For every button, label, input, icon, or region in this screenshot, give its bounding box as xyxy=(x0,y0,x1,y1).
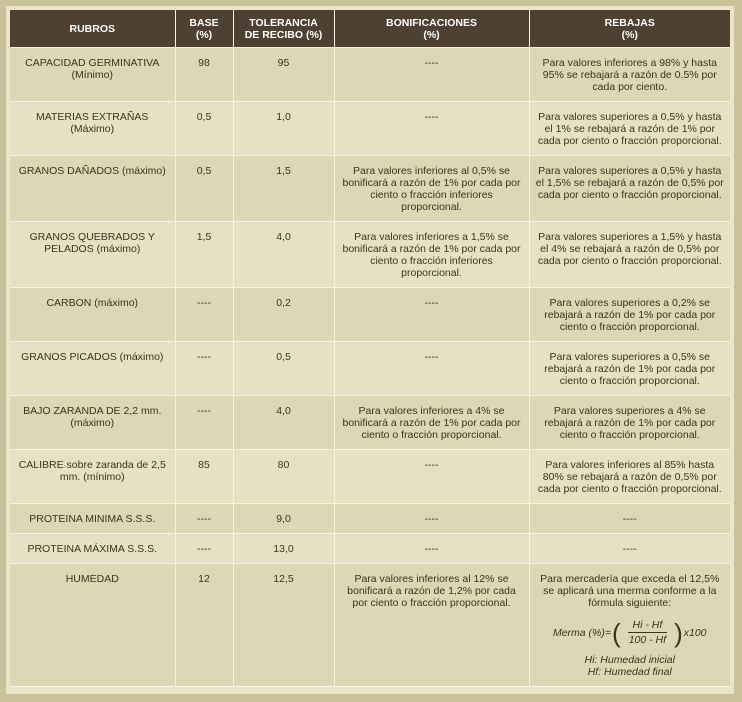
cell-base: 1,5 xyxy=(175,222,233,288)
right-paren-glyph: ) xyxy=(674,617,683,648)
formula-denominator: 100 - Hf xyxy=(628,634,667,646)
formula-multiplier: x100 xyxy=(683,626,707,639)
formula-numerator: Hi - Hf xyxy=(628,619,668,633)
humedad-rebaja-text: Para mercadería que exceda el 12,5% se aplicará una merma conforme a la fórmula siguiente: xyxy=(540,573,720,609)
header-bonificaciones: BONIFICACIONES (%) xyxy=(334,10,529,48)
cell-tolerancia: 13,0 xyxy=(233,534,334,564)
cell-rubro: CALIBRE sobre zaranda de 2,5 mm. (mínimo) xyxy=(10,450,175,504)
legend-hf: Hf: Humedad final xyxy=(587,666,672,678)
cell-rebaja: Para valores inferiores al 85% hasta 80% se rebajará a razón de 0,5% por cada por ciento o fracción proporcional. xyxy=(529,450,730,504)
header-row xyxy=(10,10,730,48)
cell-tolerancia: 9,0 xyxy=(233,504,334,534)
cell-tolerancia: 4,0 xyxy=(233,396,334,450)
cell-base: ---- xyxy=(175,288,233,342)
table-row xyxy=(10,342,730,396)
cell-rubro: PROTEINA MINIMA S.S.S. xyxy=(10,504,175,534)
cell-rubro: GRANOS PICADOS (máximo) xyxy=(10,342,175,396)
quality-standards-table xyxy=(10,10,730,687)
cell-rebaja: ---- xyxy=(529,504,730,534)
formula-legend xyxy=(536,654,725,678)
cell-base: 0,5 xyxy=(175,102,233,156)
cell-base: ---- xyxy=(175,342,233,396)
cell-rubro: BAJO ZARANDA DE 2,2 mm. (máximo) xyxy=(10,396,175,450)
table-row xyxy=(10,102,730,156)
cell-tolerancia: 1,5 xyxy=(233,156,334,222)
table-row-humedad xyxy=(10,564,730,687)
header-tolerancia: TOLERANCIA DE RECIBO (%) xyxy=(233,10,334,48)
cell-rubro: CARBON (máximo) xyxy=(10,288,175,342)
cell-rebaja: Para valores superiores a 0,5% y hasta el 1,5% se rebajará a razón de 0,5% por cada por ciento o fracción proporcional. xyxy=(529,156,730,222)
cell-rebaja: Para valores superiores a 0,5% se rebajará a razón de 1% por cada por ciento o fracción proporcional. xyxy=(529,342,730,396)
table-frame xyxy=(6,6,734,694)
cell-base: 12 xyxy=(175,564,233,687)
cell-base: ---- xyxy=(175,504,233,534)
cell-bonificacion: ---- xyxy=(334,102,529,156)
table-row xyxy=(10,288,730,342)
table-row xyxy=(10,534,730,564)
table-row xyxy=(10,156,730,222)
cell-tolerancia: 0,2 xyxy=(233,288,334,342)
cell-rebaja: ---- xyxy=(529,534,730,564)
cell-base: ---- xyxy=(175,396,233,450)
cell-bonificacion: ---- xyxy=(334,504,529,534)
cell-base: 0,5 xyxy=(175,156,233,222)
cell-bonificacion: ---- xyxy=(334,342,529,396)
cell-bonificacion: Para valores inferiores a 4% se bonificará a razón de 1% por cada por ciento o fracción proporcional. xyxy=(334,396,529,450)
cell-rebaja: Para valores superiores a 0,5% y hasta el 1% se rebajará a razón de 1% por cada por ciento o fracción proporcional. xyxy=(529,102,730,156)
legend-hi: Hi: Humedad inicial xyxy=(584,654,675,666)
cell-rebaja: Para valores inferiores a 98% y hasta 95% se rebajará a razón de 0.5% por cada por ciento. xyxy=(529,48,730,102)
header-rubros: RUBROS xyxy=(10,10,175,48)
cell-tolerancia: 12,5 xyxy=(233,564,334,687)
cell-base: ---- xyxy=(175,534,233,564)
cell-tolerancia: 0,5 xyxy=(233,342,334,396)
cell-bonificacion: Para valores inferiores al 12% se bonificará a razón de 1,2% por cada por ciento o fracción proporcional. xyxy=(334,564,529,687)
formula-fraction xyxy=(624,619,671,646)
cell-tolerancia: 95 xyxy=(233,48,334,102)
table-row xyxy=(10,450,730,504)
cell-bonificacion: Para valores inferiores al 0,5% se bonificará a razón de 1% por cada por ciento o fracción inferiores proporcional. xyxy=(334,156,529,222)
table-row xyxy=(10,504,730,534)
left-paren-glyph: ( xyxy=(612,617,621,648)
cell-rubro: PROTEINA MÁXIMA S.S.S. xyxy=(10,534,175,564)
cell-tolerancia: 4,0 xyxy=(233,222,334,288)
cell-rebaja: Para valores superiores a 1,5% y hasta el 4% se rebajará a razón de 0,5% por cada por ciento o fracción proporcional. xyxy=(529,222,730,288)
table-row xyxy=(10,222,730,288)
cell-rebaja xyxy=(529,564,730,687)
cell-rubro: HUMEDAD xyxy=(10,564,175,687)
cell-bonificacion: ---- xyxy=(334,288,529,342)
merma-formula xyxy=(536,619,725,646)
cell-rubro: MATERIAS EXTRAÑAS (Máximo) xyxy=(10,102,175,156)
cell-bonificacion: ---- xyxy=(334,48,529,102)
header-base: BASE (%) xyxy=(175,10,233,48)
header-rebajas: REBAJAS (%) xyxy=(529,10,730,48)
table-row xyxy=(10,48,730,102)
cell-rubro: GRANOS DAÑADOS (máximo) xyxy=(10,156,175,222)
cell-rebaja: Para valores superiores a 0,2% se rebajará a razón de 1% por cada por ciento o fracción proporcional. xyxy=(529,288,730,342)
cell-base: 85 xyxy=(175,450,233,504)
cell-bonificacion: ---- xyxy=(334,534,529,564)
cell-rubro: CAPACIDAD GERMINATIVA (Mínimo) xyxy=(10,48,175,102)
cell-rubro: GRANOS QUEBRADOS Y PELADOS (máximo) xyxy=(10,222,175,288)
cell-tolerancia: 1,0 xyxy=(233,102,334,156)
table-row xyxy=(10,396,730,450)
cell-base: 98 xyxy=(175,48,233,102)
cell-bonificacion: Para valores inferiores a 1,5% se bonificará a razón de 1% por cada por ciento o fracción inferiores proporcional. xyxy=(334,222,529,288)
formula-label: Merma (%)= xyxy=(552,626,612,639)
cell-bonificacion: ---- xyxy=(334,450,529,504)
cell-rebaja: Para valores superiores a 4% se rebajará a razón de 1% por cada por ciento o fracción proporcional. xyxy=(529,396,730,450)
cell-tolerancia: 80 xyxy=(233,450,334,504)
